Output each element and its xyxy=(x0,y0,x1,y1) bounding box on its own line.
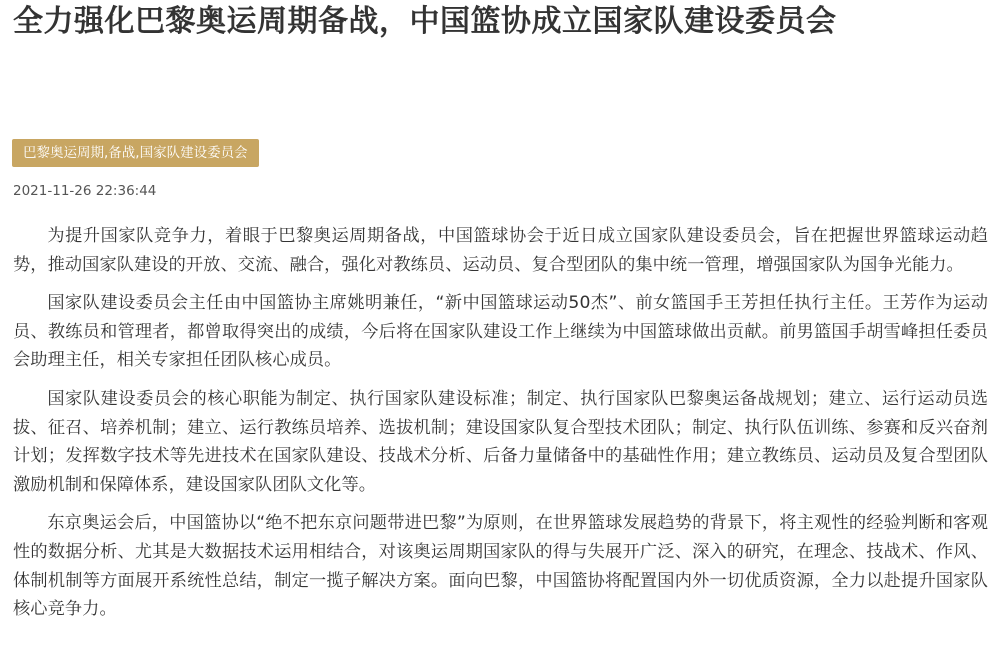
publish-timestamp: 2021-11-26 22:36:44 xyxy=(13,183,157,199)
article-paragraph: 为提升国家队竞争力，着眼于巴黎奥运周期备战，中国篮球协会于近日成立国家队建设委员会，旨在把握世界篮球运动趋势，推动国家队建设的开放、交流、融合，强化对教练员、运动员、复合型团队的集中统一管理，增强国家队为国争光能力。 xyxy=(13,226,988,275)
article-paragraph: 国家队建设委员会主任由中国篮协主席姚明兼任，“新中国篮球运动50杰”、前女篮国手王芳担任执行主任。王芳作为运动员、教练员和管理者，都曾取得突出的成绩，今后将在国家队建设工作上继续为中国篮球做出贡献。前男篮国手胡雪峰担任委员会助理主任，相关专家担任团队核心成员。 xyxy=(13,293,988,371)
article-paragraph: 东京奥运会后，中国篮协以“绝不把东京问题带进巴黎”为原则，在世界篮球发展趋势的背景下，将主观性的经验判断和客观性的数据分析、尤其是大数据技术运用相结合，对该奥运周期国家队的得与失展开广泛、深入的研究，在理念、技战术、作风、体制机制等方面展开系统性总结，制定一揽子解决方案。面向巴黎，中国篮协将配置国内外一切优质资源，全力以赴提升国家队核心竞争力。 xyxy=(13,513,988,620)
article-title: 全力强化巴黎奥运周期备战，中国篮协成立国家队建设委员会 xyxy=(13,4,837,39)
article-paragraph: 国家队建设委员会的核心职能为制定、执行国家队建设标准；制定、执行国家队巴黎奥运备战规划；建立、运行运动员选拔、征召、培养机制；建立、运行教练员培养、选拔机制；建设国家队复合型技术团队；制定、执行队伍训练、参赛和反兴奋剂计划；发挥数字技术等先进技术在国家队建设、技战术分析、后备力量储备中的基础性作用；建立教练员、运动员及复合型团队激励机制和保障体系，建设国家队团队文化等。 xyxy=(13,388,988,495)
tag-badge[interactable]: 巴黎奥运周期,备战,国家队建设委员会 xyxy=(12,139,259,167)
article-body xyxy=(13,222,988,634)
